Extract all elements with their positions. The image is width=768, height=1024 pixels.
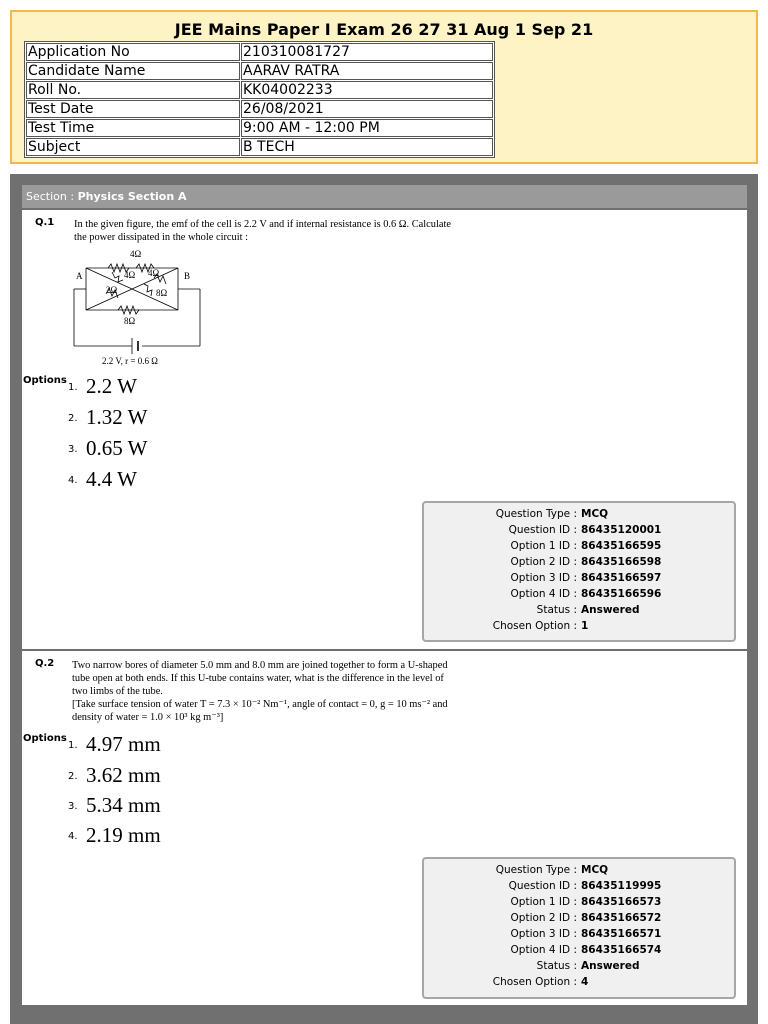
info-key: Roll No. xyxy=(26,81,240,99)
meta-row xyxy=(424,864,734,880)
meta-row xyxy=(424,880,734,896)
question-card xyxy=(22,210,747,649)
meta-value: 86435119995 xyxy=(581,880,662,892)
candidate-info-table xyxy=(24,41,495,158)
meta-key: Option 3 ID : xyxy=(510,572,577,584)
option-number: 3. xyxy=(68,801,78,812)
meta-row xyxy=(424,572,734,588)
resistor-label: 4Ω xyxy=(148,268,160,278)
info-row xyxy=(26,81,493,99)
meta-key: Question Type : xyxy=(495,864,577,876)
meta-row xyxy=(424,944,734,960)
info-key: Test Date xyxy=(26,100,240,118)
meta-value: 4 xyxy=(581,976,589,988)
meta-row xyxy=(424,928,734,944)
option-number: 2. xyxy=(68,771,78,782)
meta-value: MCQ xyxy=(581,508,609,520)
resistor-label: 4Ω xyxy=(130,249,142,259)
meta-key: Option 2 ID : xyxy=(510,556,577,568)
meta-key: Chosen Option : xyxy=(492,976,577,988)
meta-value: 86435166598 xyxy=(581,556,662,568)
info-key: Candidate Name xyxy=(26,62,240,80)
section-header xyxy=(22,185,747,208)
question-number: Q.2 xyxy=(35,658,55,669)
meta-value: 86435166595 xyxy=(581,540,662,552)
meta-key: Option 1 ID : xyxy=(510,896,577,908)
info-value: AARAV RATRA xyxy=(241,62,493,80)
info-row xyxy=(26,43,493,61)
info-value: B TECH xyxy=(241,138,493,156)
option-number: 4. xyxy=(68,475,78,486)
meta-key: Question ID : xyxy=(508,880,577,892)
info-row xyxy=(26,62,493,80)
meta-key: Option 4 ID : xyxy=(510,588,577,600)
meta-key: Status : xyxy=(536,960,577,972)
meta-value: Answered xyxy=(581,604,640,616)
question-text-line: two limbs of the tube. xyxy=(72,686,163,697)
option-text: 3.62 mm xyxy=(86,763,161,787)
info-value: 26/08/2021 xyxy=(241,100,493,118)
meta-row xyxy=(424,588,734,604)
meta-row xyxy=(424,912,734,928)
info-row xyxy=(26,138,493,156)
meta-key: Question Type : xyxy=(495,508,577,520)
circuit-figure xyxy=(72,248,212,366)
info-value: KK04002233 xyxy=(241,81,493,99)
option-text: 4.4 W xyxy=(86,467,137,491)
section-panel xyxy=(10,174,758,1024)
option-number: 1. xyxy=(68,740,78,751)
meta-row xyxy=(424,960,734,976)
meta-value: 86435166573 xyxy=(581,896,662,908)
meta-row xyxy=(424,540,734,556)
option-text: 0.65 W xyxy=(86,436,148,460)
meta-value: 1 xyxy=(581,620,589,632)
option-number: 4. xyxy=(68,831,78,842)
question-text-line: density of water = 1.0 × 10³ kg m⁻³] xyxy=(72,712,224,723)
resistor-label: 4Ω xyxy=(124,270,136,280)
meta-key: Question ID : xyxy=(508,524,577,536)
question-text-line: [Take surface tension of water T = 7.3 × 10⁻² Nm⁻¹, angle of contact = 0, g = 10 ms⁻² and xyxy=(72,699,448,710)
cell-label: 2.2 V, r = 0.6 Ω xyxy=(102,356,158,366)
section-prefix: Section : xyxy=(26,190,75,203)
meta-value: 86435166572 xyxy=(581,912,662,924)
exam-title: JEE Mains Paper I Exam 26 27 31 Aug 1 Sep 21 xyxy=(174,20,594,39)
meta-row xyxy=(424,620,734,636)
meta-value: 86435166596 xyxy=(581,588,662,600)
meta-value: 86435166574 xyxy=(581,944,662,956)
meta-key: Option 4 ID : xyxy=(510,944,577,956)
question-meta-box xyxy=(422,501,736,642)
info-key: Test Time xyxy=(26,119,240,137)
resistor-label: 8Ω xyxy=(124,316,136,326)
info-value: 9:00 AM - 12:00 PM xyxy=(241,119,493,137)
question-text xyxy=(74,218,529,244)
options-label: Options xyxy=(23,375,67,386)
question-text-line: the power dissipated in the whole circuit : xyxy=(74,232,248,243)
option-text: 4.97 mm xyxy=(86,732,161,756)
meta-row xyxy=(424,508,734,524)
question-text-line: In the given figure, the emf of the cell is 2.2 V and if internal resistance is 0.6 Ω. Calculate xyxy=(74,219,451,230)
meta-row xyxy=(424,976,734,992)
meta-value: Answered xyxy=(581,960,640,972)
candidate-header xyxy=(10,10,758,164)
option-number: 1. xyxy=(68,382,78,393)
question-number: Q.1 xyxy=(35,217,55,228)
info-key: Application No xyxy=(26,43,240,61)
question-text-line: tube open at both ends. If this U-tube contains water, what is the difference in the level of xyxy=(72,673,444,684)
option-text: 2.19 mm xyxy=(86,823,161,847)
meta-value: 86435166597 xyxy=(581,572,662,584)
meta-key: Chosen Option : xyxy=(492,620,577,632)
resistor-label: 2Ω xyxy=(106,285,118,295)
info-key: Subject xyxy=(26,138,240,156)
options-label: Options xyxy=(23,733,67,744)
resistor-label: 8Ω xyxy=(156,288,168,298)
meta-row xyxy=(424,604,734,620)
info-value: 210310081727 xyxy=(241,43,493,61)
meta-row xyxy=(424,896,734,912)
node-label: B xyxy=(184,271,191,281)
question-text-line: Two narrow bores of diameter 5.0 mm and 8.0 mm are joined together to form a U-shaped xyxy=(72,660,448,671)
question-card xyxy=(22,651,747,1005)
question-meta-box xyxy=(422,857,736,999)
meta-value: 86435166571 xyxy=(581,928,662,940)
meta-row xyxy=(424,556,734,572)
meta-key: Option 1 ID : xyxy=(510,540,577,552)
meta-key: Status : xyxy=(536,604,577,616)
meta-key: Option 3 ID : xyxy=(510,928,577,940)
option-number: 3. xyxy=(68,444,78,455)
node-label: A xyxy=(76,271,83,281)
info-row xyxy=(26,119,493,137)
section-name: Physics Section A xyxy=(77,190,187,203)
option-text: 5.34 mm xyxy=(86,793,161,817)
question-text xyxy=(72,659,532,724)
meta-value: MCQ xyxy=(581,864,609,876)
option-text: 1.32 W xyxy=(86,405,148,429)
option-text: 2.2 W xyxy=(86,374,137,398)
meta-value: 86435120001 xyxy=(581,524,662,536)
meta-key: Option 2 ID : xyxy=(510,912,577,924)
info-row xyxy=(26,100,493,118)
option-number: 2. xyxy=(68,413,78,424)
meta-row xyxy=(424,524,734,540)
